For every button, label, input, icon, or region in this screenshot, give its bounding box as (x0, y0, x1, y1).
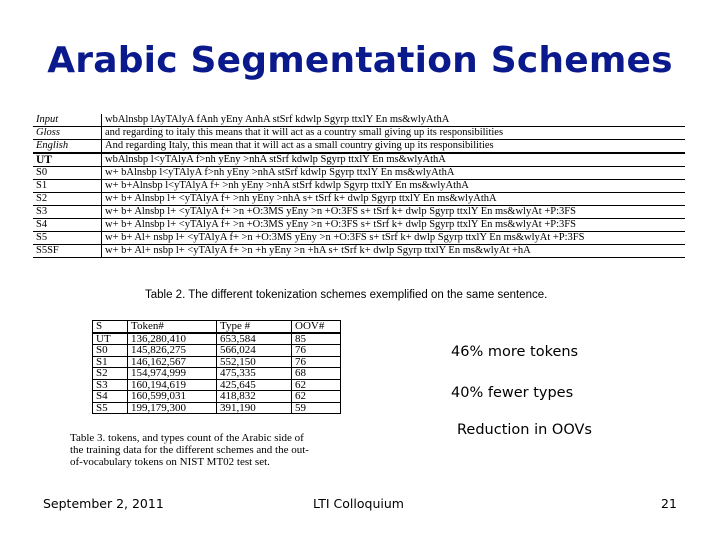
table-row (93, 333, 341, 345)
row-text: w+ b+ Al+ nsbp l+ <yTAlyA f+ >n +h yEny >n +hA s+ tSrf k+ dwlp Sgyrp ttxlY En ms&wlyAt +hA (102, 245, 686, 258)
table-row (93, 391, 341, 403)
table-row (33, 140, 685, 154)
oov-count-cell: 59 (292, 402, 341, 414)
table-row (33, 232, 685, 245)
row-text: w+ b+ Alnsbp l+ <yTAlyA f+ >n +O:3MS yEny >n +O:3FS s+ tSrf k+ dwlp Sgyrp ttxlY En ms&wlyAt +P:3FS (102, 206, 686, 219)
table-row (33, 167, 685, 180)
caption-line: the training data for the different schemes and the out- (70, 444, 309, 456)
row-text: w+ b+ Alnsbp l+ <yTAlyA f+ >n +O:3MS yEny >n +O:3FS s+ tSrf k+ dwlp Sgyrp ttxlY En ms&wlyAt +P:3FS (102, 219, 686, 232)
column-header: OOV# (292, 321, 341, 333)
row-text: w+ b+Alnsbp l<yTAlyA f+ >nh yEny >nhA stSrf kdwlp Sgyrp ttxlY En ms&wlyAthA (102, 180, 686, 193)
table-header-row (93, 321, 341, 333)
row-label: English (33, 140, 102, 154)
token-count-cell: 136,280,410 (128, 333, 217, 345)
table-row (33, 153, 685, 167)
row-text: wbAlnsbp lAyTAlyA fAnh yEny AnhA stSrf kdwlp Sgyrp ttxlY En ms&wlyAthA (105, 114, 450, 125)
stat-oov-reduction: Reduction in OOVs (457, 422, 592, 438)
table3-caption (70, 432, 420, 468)
footer-event: LTI Colloquium (313, 496, 404, 511)
row-text: w+ bAlnsbp l<yTAlyA f>nh yEny >nhA stSrf kdwlp Sgyrp ttxlY En ms&wlyAthA (102, 167, 686, 180)
table-row (33, 127, 685, 140)
table2-caption: Table 2. The different tokenization schemes exemplified on the same sentence. (145, 289, 548, 301)
oov-count-cell: 62 (292, 391, 341, 403)
type-count-cell: 475,335 (217, 368, 292, 380)
stat-more-tokens: 46% more tokens (451, 344, 579, 360)
table-row (93, 345, 341, 357)
type-count-cell: 552,150 (217, 356, 292, 368)
scheme-cell: S1 (93, 356, 128, 368)
slide-title: Arabic Segmentation Schemes (47, 40, 673, 81)
footer-date: September 2, 2011 (43, 496, 164, 511)
type-count-cell: 566,024 (217, 345, 292, 357)
table-row (93, 368, 341, 380)
type-count-cell: 391,190 (217, 402, 292, 414)
type-count-cell: 418,832 (217, 391, 292, 403)
oov-count-cell: 62 (292, 379, 341, 391)
row-text: And regarding Italy, this mean that it will act as a small country giving up its responsibilities (102, 140, 686, 154)
table-row (33, 219, 685, 232)
token-count-cell: 154,974,999 (128, 368, 217, 380)
row-label: Input (33, 114, 102, 127)
table-row (33, 193, 685, 206)
table-row (93, 402, 341, 414)
row-text: w+ b+ Al+ nsbp l+ <yTAlyA f+ >n +O:3MS yEny >n +O:3FS s+ tSrf k+ dwlp Sgyrp ttxlY En ms&wlyAt +P:3FS (102, 232, 686, 245)
row-text: and regarding to italy this means that it will act as a country small giving up its responsibilities (102, 127, 686, 140)
oov-count-cell: 76 (292, 356, 341, 368)
table-row (33, 114, 685, 127)
column-header: Token# (128, 321, 217, 333)
oov-count-cell: 76 (292, 345, 341, 357)
oov-count-cell: 85 (292, 333, 341, 345)
column-header: S (93, 321, 128, 333)
token-count-cell: 146,162,567 (128, 356, 217, 368)
row-label: S1 (33, 180, 102, 193)
scheme-cell: S3 (93, 379, 128, 391)
row-text: w+ b+ Alnsbp l+ <yTAlyA f+ >nh yEny >nhA s+ tSrf k+ dwlp Sgyrp ttxlY En ms&wlyAthA (102, 193, 686, 206)
scheme-cell: S5 (93, 402, 128, 414)
token-count-cell: 145,826,275 (128, 345, 217, 357)
table-row (33, 245, 685, 258)
token-counts-table (92, 320, 341, 414)
row-label: S5SF (33, 245, 102, 258)
column-header: Type # (217, 321, 292, 333)
scheme-cell: S4 (93, 391, 128, 403)
table-row (93, 379, 341, 391)
row-label: S3 (33, 206, 102, 219)
scheme-cell: S0 (93, 345, 128, 357)
table-row (33, 206, 685, 219)
token-count-cell: 199,179,300 (128, 402, 217, 414)
page-number: 21 (661, 496, 677, 511)
scheme-cell: UT (93, 333, 128, 345)
table-row (33, 180, 685, 193)
scheme-cell: S2 (93, 368, 128, 380)
type-count-cell: 425,645 (217, 379, 292, 391)
token-count-cell: 160,599,031 (128, 391, 217, 403)
type-count-cell: 653,584 (217, 333, 292, 345)
row-label: UT (33, 153, 102, 167)
table-row (93, 356, 341, 368)
tokenization-examples-table (33, 114, 685, 258)
token-count-cell: 160,194,619 (128, 379, 217, 391)
row-label: S5 (33, 232, 102, 245)
row-text: wbAlnsbp l<yTAlyA f>nh yEny >nhA stSrf kdwlp Sgyrp ttxlY En ms&wlyAthA (102, 153, 686, 167)
row-label: Gloss (33, 127, 102, 140)
row-label: S2 (33, 193, 102, 206)
caption-line: Table 3. tokens, and types count of the Arabic side of (70, 432, 304, 444)
row-label: S4 (33, 219, 102, 232)
row-label: S0 (33, 167, 102, 180)
stat-fewer-types: 40% fewer types (451, 385, 574, 401)
caption-line: of-vocabulary tokens on NIST MT02 test set. (70, 456, 270, 468)
oov-count-cell: 68 (292, 368, 341, 380)
